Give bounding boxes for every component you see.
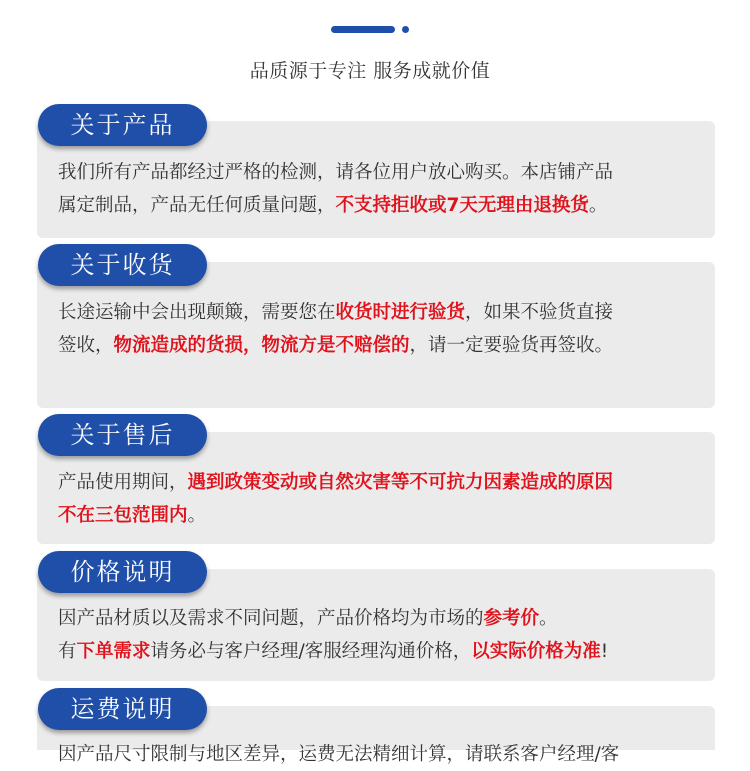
section-aftersales-line-2: 不在三包范围内。 — [58, 505, 207, 526]
section-product-line-1: 我们所有产品都经过严格的检测，请各位用户放心购买。本店铺产品 — [58, 162, 614, 183]
section-receipt-line-1: 长途运输中会出现颠簸，需要您在收货时进行验货，如果不验货直接 — [58, 302, 614, 323]
section-price-title: 价格说明 — [38, 551, 207, 593]
section-product-line-2: 属定制品，产品无任何质量问题，不支持拒收或7天无理由退换货。 — [58, 195, 608, 216]
section-aftersales-title: 关于售后 — [38, 414, 207, 456]
section-shipping-line-1: 因产品尺寸限制与地区差异，运费无法精细计算，请联系客户经理/客 — [58, 744, 620, 765]
section-receipt-text — [58, 296, 708, 362]
highlight-text: 遇到政策变动或自然灾害等不可抗力因素造成的原因 — [187, 472, 614, 493]
section-product-text — [58, 156, 708, 222]
section-receipt-line-2: 签收，物流造成的货损，物流方是不赔偿的，请一定要验货再签收。 — [58, 335, 614, 356]
highlight-text: 不在三包范围内 — [58, 505, 188, 526]
highlight-text: 收货时进行验货 — [335, 302, 466, 323]
highlight-text: 参考价 — [483, 608, 540, 629]
section-price-line-1: 因产品材质以及需求不同问题，产品价格均为市场的参考价。 — [58, 608, 558, 629]
decoration-bar — [331, 26, 395, 33]
section-receipt-title: 关于收货 — [38, 244, 207, 286]
section-aftersales-line-1: 产品使用期间，遇到政策变动或自然灾害等不可抗力因素造成的原因 — [58, 472, 614, 493]
section-price-line-2: 有下单需求请务必与客户经理/客服经理沟通价格，以实际价格为准! — [58, 641, 609, 662]
section-product-title: 关于产品 — [38, 104, 207, 146]
highlight-text: 下单需求 — [76, 641, 151, 662]
section-aftersales-text — [58, 466, 708, 532]
highlight-text: 以实际价格为准 — [471, 641, 601, 662]
section-shipping-text — [58, 738, 708, 765]
section-price-text — [58, 602, 708, 668]
highlight-text: 不支持拒收或7天无理由退换货 — [335, 195, 589, 216]
section-shipping-title: 运费说明 — [38, 688, 207, 730]
page-subtitle: 品质源于专注 服务成就价值 — [249, 60, 491, 82]
highlight-text: 物流造成的货损，物流方是不赔偿的 — [113, 335, 410, 356]
decoration-dot — [402, 26, 409, 33]
